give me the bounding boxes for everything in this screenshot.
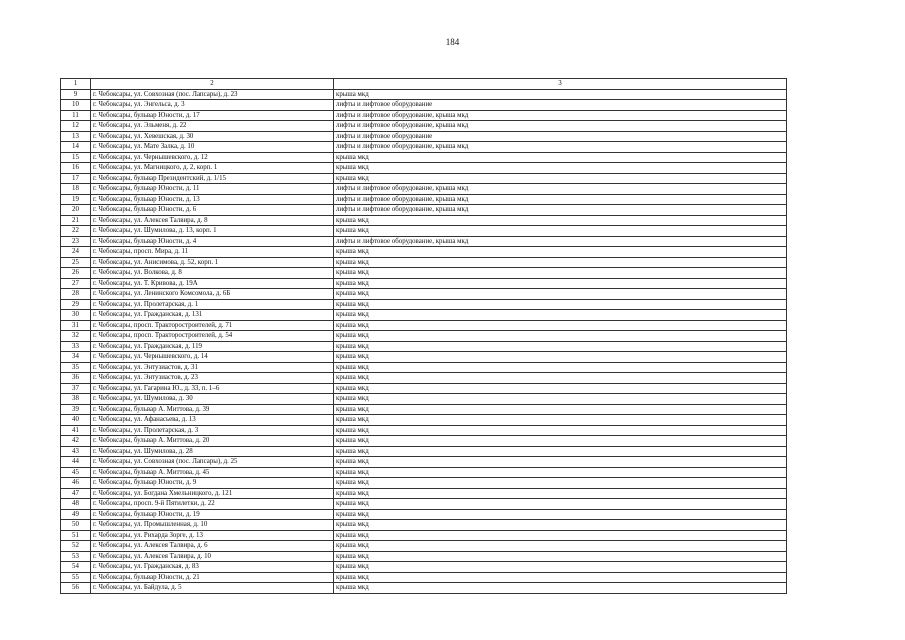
address-cell: г. Чебоксары, бульвар Юности, д. 6: [91, 205, 334, 216]
address-cell: г. Чебоксары, ул. Т. Кривова, д. 19А: [91, 278, 334, 289]
row-number-cell: 19: [61, 194, 91, 205]
row-number-cell: 46: [61, 478, 91, 489]
row-number-cell: 44: [61, 457, 91, 468]
address-cell: г. Чебоксары, ул. Совхозная (пос. Лапсары), д. 23: [91, 89, 334, 100]
table-row: [61, 541, 787, 552]
row-number-cell: 45: [61, 467, 91, 478]
row-number-cell: 53: [61, 551, 91, 562]
address-cell: г. Чебоксары, ул. Шумилова, д. 13, корп. 1: [91, 226, 334, 237]
work-type-cell: крыша мкд: [334, 520, 787, 531]
address-cell: г. Чебоксары, бульвар Президентский, д. 1/15: [91, 173, 334, 184]
work-type-cell: лифты и лифтовое оборудование, крыша мкд: [334, 205, 787, 216]
work-type-cell: лифты и лифтовое оборудование: [334, 131, 787, 142]
address-cell: г. Чебоксары, ул. Алексея Талвира, д. 6: [91, 541, 334, 552]
row-number-cell: 20: [61, 205, 91, 216]
address-cell: г. Чебоксары, ул. Совхозная (пос. Лапсары), д. 25: [91, 457, 334, 468]
row-number-cell: 16: [61, 163, 91, 174]
work-type-cell: лифты и лифтовое оборудование: [334, 100, 787, 111]
row-number-cell: 21: [61, 215, 91, 226]
table-row: [61, 488, 787, 499]
work-type-cell: лифты и лифтовое оборудование, крыша мкд: [334, 194, 787, 205]
address-cell: г. Чебоксары, просп. Тракторостроителей, д. 71: [91, 320, 334, 331]
address-cell: г. Чебоксары, ул. Гражданская, д. 119: [91, 341, 334, 352]
table-row: [61, 551, 787, 562]
address-cell: г. Чебоксары, ул. Магницкого, д. 2, корп. 1: [91, 163, 334, 174]
address-cell: г. Чебоксары, бульвар А. Миттова, д. 45: [91, 467, 334, 478]
row-number-cell: 12: [61, 121, 91, 132]
table-row: [61, 110, 787, 121]
work-type-cell: крыша мкд: [334, 362, 787, 373]
row-number-cell: 28: [61, 289, 91, 300]
address-cell: г. Чебоксары, ул. Шумилова, д. 30: [91, 394, 334, 405]
table-row: [61, 562, 787, 573]
address-cell: г. Чебоксары, ул. Ленинского Комсомола, д. 6Б: [91, 289, 334, 300]
row-number-cell: 40: [61, 415, 91, 426]
address-cell: г. Чебоксары, ул. Промышленная, д. 10: [91, 520, 334, 531]
table-row: [61, 425, 787, 436]
table-row: [61, 352, 787, 363]
row-number-cell: 35: [61, 362, 91, 373]
table-row: [61, 215, 787, 226]
table-row: [61, 173, 787, 184]
address-cell: г. Чебоксары, ул. Гражданская, д. 83: [91, 562, 334, 573]
work-type-cell: крыша мкд: [334, 310, 787, 321]
row-number-cell: 10: [61, 100, 91, 111]
row-number-cell: 15: [61, 152, 91, 163]
table-row: [61, 583, 787, 594]
work-type-cell: крыша мкд: [334, 425, 787, 436]
address-cell: г. Чебоксары, просп. 9-й Пятилетки, д. 22: [91, 499, 334, 510]
row-number-cell: 14: [61, 142, 91, 153]
row-number-cell: 50: [61, 520, 91, 531]
table-row: [61, 446, 787, 457]
page-number: 184: [445, 37, 460, 47]
table-row: [61, 478, 787, 489]
work-type-cell: крыша мкд: [334, 299, 787, 310]
address-cell: г. Чебоксары, ул. Пролетарская, д. 3: [91, 425, 334, 436]
row-number-cell: 29: [61, 299, 91, 310]
address-cell: г. Чебоксары, ул. Хевешская, д. 30: [91, 131, 334, 142]
address-cell: г. Чебоксары, ул. Чернышевского, д. 12: [91, 152, 334, 163]
address-cell: г. Чебоксары, просп. Мира, д. 11: [91, 247, 334, 258]
table-row: [61, 131, 787, 142]
work-type-cell: крыша мкд: [334, 562, 787, 573]
row-number-cell: 52: [61, 541, 91, 552]
address-cell: г. Чебоксары, ул. Эльменя, д. 22: [91, 121, 334, 132]
row-number-cell: 37: [61, 383, 91, 394]
work-type-cell: крыша мкд: [334, 436, 787, 447]
table-row: [61, 436, 787, 447]
address-cell: г. Чебоксары, ул. Волкова, д. 8: [91, 268, 334, 279]
table-body: [61, 79, 787, 594]
row-number-cell: 38: [61, 394, 91, 405]
header-cell-number: 1: [61, 79, 91, 90]
row-number-cell: 48: [61, 499, 91, 510]
address-cell: г. Чебоксары, ул. Энтузиастов, д. 23: [91, 373, 334, 384]
row-number-cell: 39: [61, 404, 91, 415]
table-row: [61, 415, 787, 426]
table-row: [61, 362, 787, 373]
row-number-cell: 51: [61, 530, 91, 541]
address-cell: г. Чебоксары, ул. Байдула, д. 5: [91, 583, 334, 594]
row-number-cell: 49: [61, 509, 91, 520]
row-number-cell: 33: [61, 341, 91, 352]
work-type-cell: крыша мкд: [334, 226, 787, 237]
table-row: [61, 100, 787, 111]
row-number-cell: 22: [61, 226, 91, 237]
work-type-cell: крыша мкд: [334, 331, 787, 342]
address-cell: г. Чебоксары, бульвар Юности, д. 11: [91, 184, 334, 195]
work-type-cell: крыша мкд: [334, 268, 787, 279]
address-cell: г. Чебоксары, просп. Тракторостроителей, д. 54: [91, 331, 334, 342]
work-type-cell: крыша мкд: [334, 89, 787, 100]
address-cell: г. Чебоксары, ул. Богдана Хмельницкого, д. 121: [91, 488, 334, 499]
work-type-cell: крыша мкд: [334, 278, 787, 289]
work-type-cell: крыша мкд: [334, 457, 787, 468]
table-row: [61, 257, 787, 268]
address-cell: г. Чебоксары, бульвар Юности, д. 4: [91, 236, 334, 247]
address-cell: г. Чебоксары, бульвар Юности, д. 21: [91, 572, 334, 583]
row-number-cell: 26: [61, 268, 91, 279]
row-number-cell: 47: [61, 488, 91, 499]
table-row: [61, 530, 787, 541]
table-row: [61, 163, 787, 174]
table-row: [61, 520, 787, 531]
row-number-cell: 9: [61, 89, 91, 100]
work-type-cell: крыша мкд: [334, 289, 787, 300]
table-row: [61, 278, 787, 289]
work-type-cell: лифты и лифтовое оборудование, крыша мкд: [334, 110, 787, 121]
table-row: [61, 226, 787, 237]
table-row: [61, 499, 787, 510]
address-cell: г. Чебоксары, ул. Афанасьева, д. 13: [91, 415, 334, 426]
table-row: [61, 404, 787, 415]
row-number-cell: 55: [61, 572, 91, 583]
work-type-cell: крыша мкд: [334, 499, 787, 510]
row-number-cell: 25: [61, 257, 91, 268]
row-number-cell: 11: [61, 110, 91, 121]
work-type-cell: крыша мкд: [334, 152, 787, 163]
row-number-cell: 54: [61, 562, 91, 573]
address-cell: г. Чебоксары, бульвар Юности, д. 19: [91, 509, 334, 520]
address-cell: г. Чебоксары, ул. Гагарина Ю., д. 33, п. 1–6: [91, 383, 334, 394]
work-type-cell: крыша мкд: [334, 173, 787, 184]
work-type-cell: крыша мкд: [334, 551, 787, 562]
row-number-cell: 17: [61, 173, 91, 184]
table-row: [61, 247, 787, 258]
table-row: [61, 320, 787, 331]
work-type-cell: крыша мкд: [334, 394, 787, 405]
address-cell: г. Чебоксары, ул. Энгельса, д. 3: [91, 100, 334, 111]
work-type-cell: крыша мкд: [334, 247, 787, 258]
table-row: [61, 205, 787, 216]
table-row: [61, 268, 787, 279]
table-row: [61, 341, 787, 352]
work-type-cell: крыша мкд: [334, 478, 787, 489]
row-number-cell: 18: [61, 184, 91, 195]
table-row: [61, 373, 787, 384]
table-row: [61, 236, 787, 247]
work-type-cell: лифты и лифтовое оборудование, крыша мкд: [334, 142, 787, 153]
header-cell-address: 2: [91, 79, 334, 90]
address-cell: г. Чебоксары, ул. Энтузиастов, д. 31: [91, 362, 334, 373]
work-type-cell: крыша мкд: [334, 215, 787, 226]
table-row: [61, 457, 787, 468]
address-cell: г. Чебоксары, ул. Анисимова, д. 52, корп. 1: [91, 257, 334, 268]
table-row: [61, 121, 787, 132]
work-type-cell: лифты и лифтовое оборудование, крыша мкд: [334, 121, 787, 132]
work-type-cell: крыша мкд: [334, 341, 787, 352]
row-number-cell: 31: [61, 320, 91, 331]
work-type-cell: лифты и лифтовое оборудование, крыша мкд: [334, 184, 787, 195]
table-row: [61, 289, 787, 300]
table-row: [61, 383, 787, 394]
row-number-cell: 13: [61, 131, 91, 142]
work-type-cell: крыша мкд: [334, 541, 787, 552]
work-type-cell: крыша мкд: [334, 467, 787, 478]
work-type-cell: крыша мкд: [334, 352, 787, 363]
table-row: [61, 142, 787, 153]
table-row: [61, 467, 787, 478]
work-type-cell: крыша мкд: [334, 572, 787, 583]
address-cell: г. Чебоксары, ул. Пролетарская, д. 1: [91, 299, 334, 310]
row-number-cell: 32: [61, 331, 91, 342]
row-number-cell: 56: [61, 583, 91, 594]
table-row: [61, 331, 787, 342]
row-number-cell: 43: [61, 446, 91, 457]
work-type-cell: крыша мкд: [334, 163, 787, 174]
work-type-cell: крыша мкд: [334, 404, 787, 415]
table-row: [61, 394, 787, 405]
work-type-cell: крыша мкд: [334, 373, 787, 384]
work-type-cell: крыша мкд: [334, 488, 787, 499]
work-type-cell: крыша мкд: [334, 446, 787, 457]
row-number-cell: 23: [61, 236, 91, 247]
work-type-cell: лифты и лифтовое оборудование, крыша мкд: [334, 236, 787, 247]
address-cell: г. Чебоксары, ул. Рихарда Зорге, д. 13: [91, 530, 334, 541]
address-cell: г. Чебоксары, бульвар Юности, д. 13: [91, 194, 334, 205]
work-type-cell: крыша мкд: [334, 415, 787, 426]
table-row: [61, 89, 787, 100]
table-row: [61, 509, 787, 520]
row-number-cell: 30: [61, 310, 91, 321]
work-type-cell: крыша мкд: [334, 383, 787, 394]
work-type-cell: крыша мкд: [334, 583, 787, 594]
address-cell: г. Чебоксары, ул. Чернышевского, д. 14: [91, 352, 334, 363]
address-cell: г. Чебоксары, ул. Мате Залка, д. 10: [91, 142, 334, 153]
address-cell: г. Чебоксары, ул. Гражданская, д. 131: [91, 310, 334, 321]
address-cell: г. Чебоксары, бульвар А. Миттова, д. 39: [91, 404, 334, 415]
row-number-cell: 41: [61, 425, 91, 436]
repair-objects-table: [60, 78, 787, 594]
work-type-cell: крыша мкд: [334, 530, 787, 541]
table-row: [61, 572, 787, 583]
row-number-cell: 42: [61, 436, 91, 447]
table-row: [61, 299, 787, 310]
table-header-row: [61, 79, 787, 90]
table-row: [61, 152, 787, 163]
row-number-cell: 36: [61, 373, 91, 384]
work-type-cell: крыша мкд: [334, 320, 787, 331]
address-cell: г. Чебоксары, ул. Алексея Талвира, д. 8: [91, 215, 334, 226]
table-row: [61, 184, 787, 195]
header-cell-work-type: 3: [334, 79, 787, 90]
work-type-cell: крыша мкд: [334, 257, 787, 268]
address-cell: г. Чебоксары, бульвар А. Миттова, д. 20: [91, 436, 334, 447]
row-number-cell: 24: [61, 247, 91, 258]
address-cell: г. Чебоксары, бульвар Юности, д. 9: [91, 478, 334, 489]
table-row: [61, 310, 787, 321]
row-number-cell: 27: [61, 278, 91, 289]
address-cell: г. Чебоксары, ул. Шумилова, д. 28: [91, 446, 334, 457]
address-cell: г. Чебоксары, ул. Алексея Талвира, д. 10: [91, 551, 334, 562]
work-type-cell: крыша мкд: [334, 509, 787, 520]
table-row: [61, 194, 787, 205]
row-number-cell: 34: [61, 352, 91, 363]
address-cell: г. Чебоксары, бульвар Юности, д. 17: [91, 110, 334, 121]
